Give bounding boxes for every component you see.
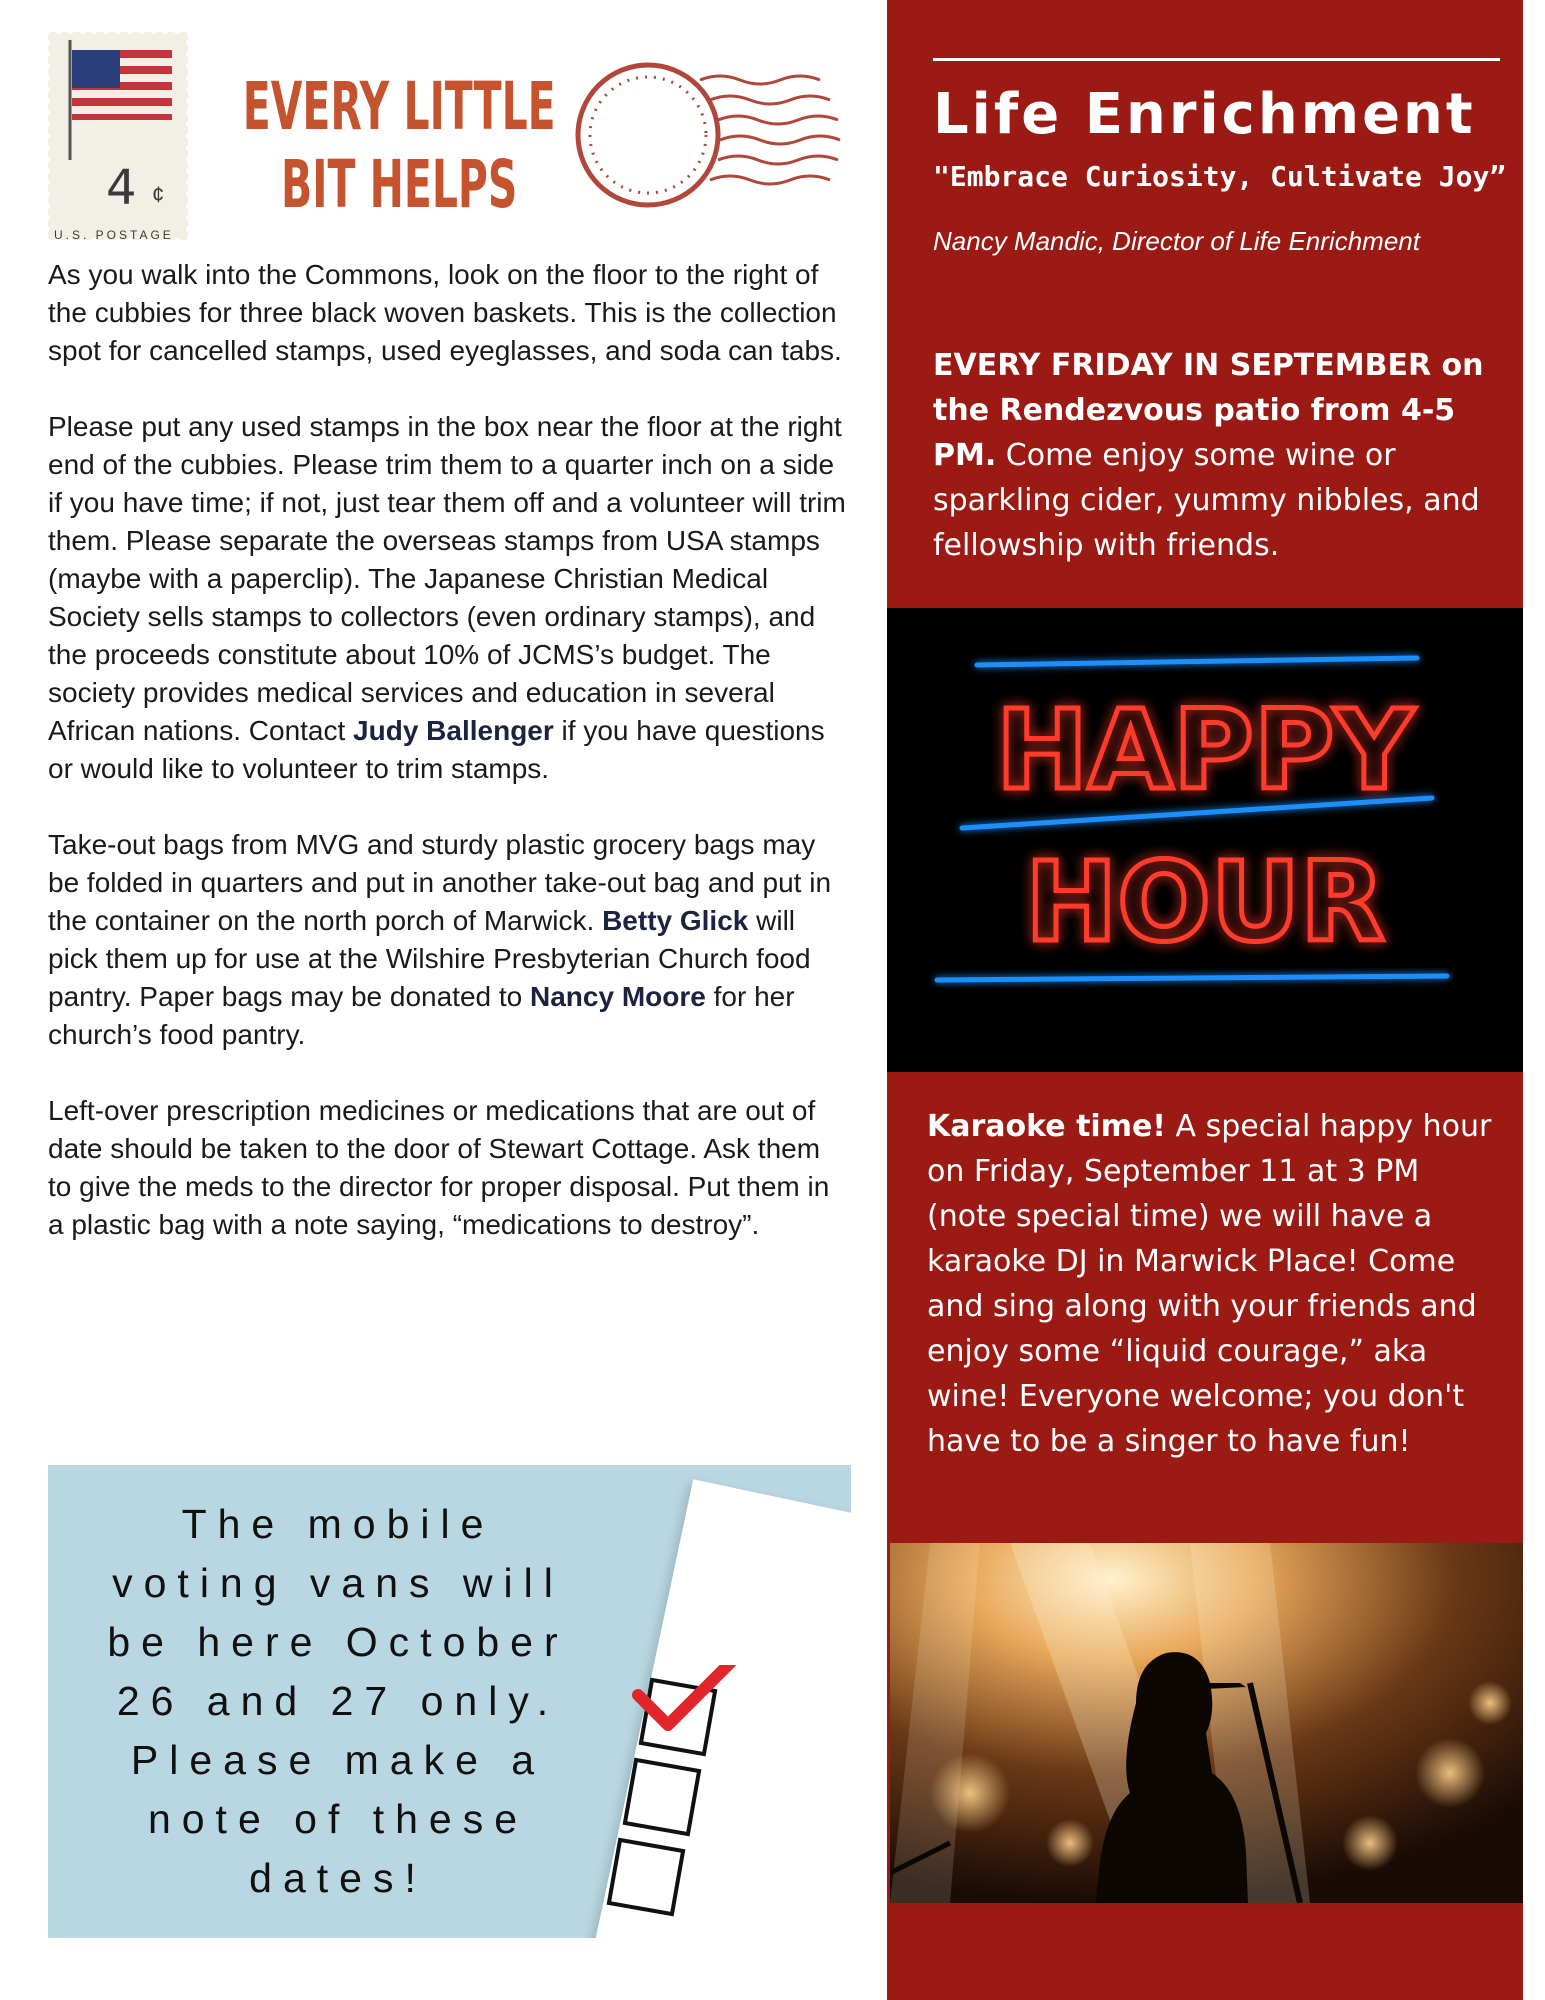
vote-line-1: The mobile <box>181 1501 495 1547</box>
sidebar-motto: "Embrace Curiosity, Cultivate Joy” <box>933 160 1507 193</box>
vote-line-7: dates! <box>249 1855 427 1901</box>
neon-word-happy: HAPPY <box>995 686 1415 814</box>
bags-text-middle: will pick them up for use at the Wilshire Presbyterian Church food pantry. Paper bags may be donated to <box>48 905 811 1012</box>
bags-text-end: for her church’s food pantry. <box>48 981 795 1050</box>
neon-word-hour: HOUR <box>1025 838 1385 966</box>
contact-name-betty: Betty Glick <box>602 905 749 936</box>
happy-hour-announcement <box>933 343 1493 568</box>
karaoke-singer-image <box>890 1543 1523 1903</box>
vote-line-5: Please make a <box>130 1737 546 1783</box>
singer-silhouette-icon <box>890 1543 1523 1903</box>
contact-name-judy: Judy Ballenger <box>353 715 554 746</box>
karaoke-heading: Karaoke time! <box>927 1109 1166 1144</box>
paragraph-baskets: As you walk into the Commons, look on the floor to the right of the cubbies for three black woven baskets. This is the collection spot for cancelled stamps, used eyeglasses, and soda can tabs. <box>48 259 842 366</box>
stamps-text: Please put any used stamps in the box near the floor at the right end of the cubbies. Please trim them to a quarter inch on a side if you have time; if not, just tear them off and a volunteer will trim them. Please separate the overseas stamps from USA stamps (maybe with a paperclip). The Japanese Christian Medical Society sells stamps to collectors (even ordinary stamps), and the proceeds constitute about 10% of JCMS’s budget. The society provides medical services and education in several African nations. Contact <box>48 411 846 746</box>
sidebar-director: Nancy Mandic, Director of Life Enrichment <box>933 226 1420 256</box>
vote-line-6: note of these <box>147 1796 529 1842</box>
vote-line-2: voting vans will <box>112 1560 564 1606</box>
vote-line-3: be here October <box>107 1619 569 1665</box>
paragraph-stamps <box>48 408 848 788</box>
stamps-text-end: if you have questions or would like to volunteer to trim stamps. <box>48 715 825 784</box>
stamp-cent: ¢ <box>152 182 165 207</box>
happy-hour-schedule: EVERY FRIDAY IN SEPTEMBER on the Rendezvous patio from 4-5 PM. <box>933 348 1484 473</box>
happy-hour-neon-image <box>887 608 1523 1072</box>
contact-name-nancy: Nancy Moore <box>530 981 706 1012</box>
paragraph-medications: Left-over prescription medicines or medications that are out of date should be taken to the door of Stewart Cottage. Ask them to give the meds to the director for proper disposal. Put them in a plastic bag with a note saying, “medications to destroy”. <box>48 1095 830 1240</box>
stamp-value: 4 <box>106 160 137 216</box>
flag-icon <box>56 40 180 160</box>
voting-notice-text <box>68 1495 608 1908</box>
stamp-label: U.S. POSTAGE <box>54 228 174 242</box>
paragraph-bags <box>48 826 848 1054</box>
headline-line-1: EVERY LITTLE <box>242 68 556 145</box>
headline <box>238 68 560 224</box>
sidebar-title: Life Enrichment <box>933 82 1476 147</box>
voting-notice-box <box>48 1465 851 1938</box>
headline-line-2: BIT HELPS <box>281 146 518 223</box>
karaoke-announcement <box>927 1104 1497 1464</box>
neon-sign-icon <box>887 608 1523 1072</box>
postmark-icon <box>570 50 850 220</box>
bags-text: Take-out bags from MVG and sturdy plastic grocery bags may be folded in quarters and put in another take-out bag and put in the container on the north porch of Marwick. <box>48 829 832 936</box>
happy-hour-description: Come enjoy some wine or sparkling cider, yummy nibbles, and fellowship with friends. <box>933 438 1480 563</box>
postage-stamp-image <box>48 32 188 240</box>
karaoke-description: A special happy hour on Friday, September 11 at 3 PM (note special time) we will have a karaoke DJ in Marwick Place! Come and sing along with your friends and enjoy some “liquid courage,” aka wine! Everyone welcome; you don't have to be a singer to have fun! <box>927 1109 1492 1459</box>
vote-line-4: 26 and 27 only. <box>116 1678 560 1724</box>
sidebar-divider <box>933 58 1500 61</box>
collection-article <box>48 256 848 1282</box>
